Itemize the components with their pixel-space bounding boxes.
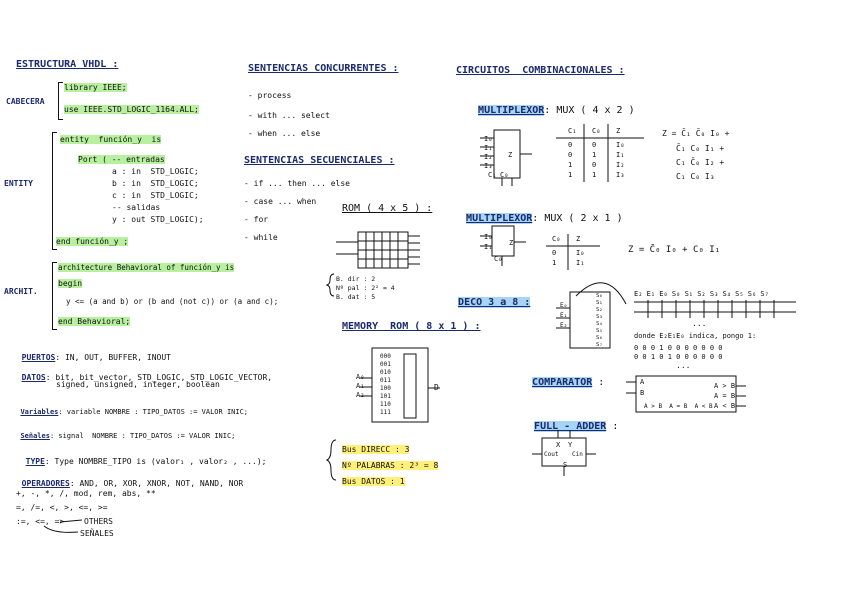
fa-x: X <box>556 441 561 449</box>
mux4-table-cell: I₂ <box>616 161 625 169</box>
variables-text: : variable NOMBRE : TIPO_DATOS := VALOR INIC; <box>58 408 249 416</box>
mux4-title: MULTIPLEXOR <box>478 105 545 116</box>
comparator-title: COMPARATOR <box>532 377 593 388</box>
operadores-line-4: :=, <=, => <box>16 517 65 526</box>
mux4-eq-1: Z = C̄₁ C̄₀ I₀ + <box>662 129 730 138</box>
comparator-box <box>636 376 736 412</box>
mux4-table-header: C₀ <box>592 127 601 135</box>
rom-note-2: Nº pal : 2² = 4 <box>336 284 395 292</box>
entity-line-6: -- salidas <box>112 203 161 212</box>
archit-line-2: begin <box>58 279 83 288</box>
mux2-equation: Z = C̄₀ I₀ + C₀ I₁ <box>628 245 721 255</box>
memrom-address: 000 <box>380 353 391 360</box>
deco-output: S₀ <box>596 293 603 299</box>
deco-title: DECO 3 a 8 : <box>458 297 531 308</box>
mux4-out: Z <box>508 151 513 159</box>
mux4-box <box>494 130 520 178</box>
comp-out-gt: A > B <box>714 382 736 390</box>
mux4-sub: : MUX ( 4 x 2 ) <box>544 105 635 116</box>
deco-output: S₇ <box>596 342 603 348</box>
entity-line-3: a : in STD_LOGIC; <box>112 167 199 176</box>
memrom-address: 010 <box>380 369 391 376</box>
comparator-heading: COMPARATOR : <box>532 377 605 388</box>
operadores-line-3: =, /=, <, >, <=, >= <box>16 503 108 512</box>
mux4-table-cell: 1 <box>568 161 573 169</box>
archit-line-1: architecture Behavioral of función_y is <box>58 263 235 272</box>
puertos-label: PUERTOS <box>21 353 56 362</box>
archit-line-4: end Behavioral; <box>58 317 131 326</box>
deco-row-1: 0 0 0 1 0 0 0 0 0 0 0 <box>634 344 723 352</box>
cabecera-line-1: library IEEE; <box>64 83 127 92</box>
deco-input: E₁ <box>560 312 568 319</box>
comp-in-a: A <box>640 378 645 386</box>
memrom-input-a1: A₁ <box>356 382 365 390</box>
puertos-text: : IN, OUT, BUFFER, INOUT <box>55 353 171 362</box>
mux4-table-cell: I₃ <box>616 171 625 179</box>
memory-rom-title: MEMORY ROM ( 8 x 1 ) : <box>342 321 481 332</box>
datos-text-2: signed, unsigned, integer, boolean <box>56 380 220 389</box>
sequential-title: SENTENCIAS SECUENCIALES : <box>244 155 395 166</box>
senales-label: Señales <box>20 432 50 440</box>
mux2-table-cell: 1 <box>552 259 557 267</box>
entity-line-4: b : in STD_LOGIC; <box>112 179 199 188</box>
comp-in-b: B <box>640 389 645 397</box>
memrom-address: 011 <box>380 377 391 384</box>
type-label: TYPE <box>25 457 45 466</box>
rom-note-1: B. dir : 2 <box>336 275 376 283</box>
fulladder-box <box>542 438 586 466</box>
archit-line-3: y <= (a and b) or (b and (not c)) or (a and c); <box>66 297 279 306</box>
memrom-address: 001 <box>380 361 391 368</box>
mux4-sel-0: C₀ <box>500 171 509 179</box>
entity-line-1: entity función_y is <box>60 135 162 144</box>
variables-label: Variables <box>20 408 59 416</box>
datos-text: : bit, bit_vector, STD_LOGIC, STD_LOGIC_VECTOR, <box>45 373 273 382</box>
fa-y: Y <box>568 441 573 449</box>
mux4-table-cell: 1 <box>592 171 597 179</box>
entity-line-2: Port ( -- entradas <box>78 155 165 164</box>
deco-input: E₀ <box>560 302 568 309</box>
fulladder-heading: FULL - ADDER : <box>534 421 619 432</box>
entity-line-7: y : out STD_LOGIC); <box>112 215 204 224</box>
memrom-output: D <box>434 383 439 392</box>
mux4-table-cell: 0 <box>568 151 573 159</box>
seq-item-3: - for <box>244 215 269 224</box>
combinational-title: CIRCUITOS COMBINACIONALES : <box>456 65 625 76</box>
entity-label: ENTITY <box>4 179 33 188</box>
mux4-table-cell: 0 <box>592 141 597 149</box>
mux2-table-header: Z <box>576 235 581 243</box>
comp-bottom: A > B A = B A < B <box>644 403 713 410</box>
cabecera-label: CABECERA <box>6 97 45 106</box>
operadores-text: : AND, OR, XOR, XNOR, NOT, NAND, NOR <box>69 479 244 488</box>
deco-header: E₂ E₁ E₀ S₀ S₁ S₂ S₃ S₄ S₅ S₆ S₇ <box>634 290 769 298</box>
operadores-label: OPERADORES <box>21 479 70 488</box>
mux2-table-header: C₀ <box>552 235 561 243</box>
deco-dots-2: ... <box>676 361 691 370</box>
conc-item-3: - when ... else <box>248 129 321 138</box>
mux4-in-2: I₂ <box>484 153 493 161</box>
deco-output: S₂ <box>596 307 603 313</box>
concurrent-title: SENTENCIAS CONCURRENTES : <box>248 63 399 74</box>
mux2-table-cell: I₀ <box>576 249 585 257</box>
deco-input: E₂ <box>560 322 568 329</box>
mux2-table-cell: 0 <box>552 249 557 257</box>
type-text: : Type NOMBRE_TIPO is (valor₁ , valor₂ , ...); <box>44 457 267 466</box>
entity-line-8: end función_y ; <box>56 237 129 246</box>
deco-output: S₁ <box>596 300 603 306</box>
cabecera-line-2: use IEEE.STD_LOGIC_1164.ALL; <box>64 105 199 114</box>
memrom-address: 101 <box>380 393 391 400</box>
deco-output: S₅ <box>596 328 603 334</box>
memrom-address: 110 <box>380 401 391 408</box>
memrom-input-a2: A₂ <box>356 391 365 399</box>
deco-box <box>570 292 610 348</box>
datos-label: DATOS <box>21 373 46 382</box>
mux4-table-cell: 0 <box>592 161 597 169</box>
mux2-title: MULTIPLEXOR <box>466 213 533 224</box>
mux2-box <box>492 226 514 256</box>
mux4-table-cell: I₀ <box>616 141 625 149</box>
seq-item-2: - case ... when <box>244 197 317 206</box>
mux4-in-1: I₁ <box>484 144 493 152</box>
mux4-table-cell: 1 <box>568 171 573 179</box>
mux4-table-cell: I₁ <box>616 151 625 159</box>
mux4-table-header: C₁ <box>568 127 577 135</box>
mux2-table-cell: I₁ <box>576 259 585 267</box>
deco-output: S₃ <box>596 314 603 320</box>
mux2-sel: C₀ <box>494 255 503 263</box>
deco-dots: ... <box>692 319 707 328</box>
operadores-line-2: +, -, *, /, mod, rem, abs, ** <box>16 489 156 498</box>
archit-label: ARCHIT. <box>4 287 38 296</box>
mux4-eq-4: C₁ C₀ I₃ <box>676 172 715 181</box>
comp-out-eq: A = B <box>714 392 736 400</box>
mux2-in-0: I₀ <box>484 233 493 241</box>
memrom-box <box>372 348 428 422</box>
memrom-address: 100 <box>380 385 391 392</box>
memrom-note-2: Nº PALABRAS : 2³ = 8 <box>342 461 439 470</box>
mux4-table-cell: 0 <box>568 141 573 149</box>
comp-out-lt: A < B <box>714 402 736 410</box>
operadores-others: OTHERS <box>84 517 113 526</box>
fa-s: S <box>563 461 568 469</box>
conc-item-2: - with ... select <box>248 111 330 120</box>
fa-cout: Cout <box>544 451 559 458</box>
seq-item-1: - if ... then ... else <box>244 179 350 188</box>
vhdl-structure-title: ESTRUCTURA VHDL : <box>16 59 119 70</box>
senales-text: : signal NOMBRE : TIPO_DATOS := VALOR INIC; <box>49 432 236 440</box>
mux2-out: Z <box>509 239 514 247</box>
mux4-eq-2: C̄₁ C₀ I₁ + <box>676 144 725 153</box>
memrom-note-1: Bus DIRECC : 3 <box>342 445 410 454</box>
mux4-table-header: Z <box>616 127 621 135</box>
operadores-senales: SEÑALES <box>80 529 114 538</box>
entity-line-5: c : in STD_LOGIC; <box>112 191 199 200</box>
deco-output: S₆ <box>596 335 603 341</box>
rom-title: ROM ( 4 x 5 ) : <box>342 203 433 214</box>
deco-row-2: 0 0 1 0 1 0 0 0 0 0 0 <box>634 353 723 361</box>
memrom-address: 111 <box>380 409 391 416</box>
mux2-in-1: I₁ <box>484 243 493 251</box>
memrom-note-3: Bus DATOS : 1 <box>342 477 405 486</box>
fulladder-title: FULL - ADDER <box>534 421 607 432</box>
mux2-sub: : MUX ( 2 x 1 ) <box>532 213 623 224</box>
mux4-in-3: I₃ <box>484 162 493 170</box>
rom-note-3: B. dat : 5 <box>336 293 376 301</box>
deco-note: donde E₂E₁E₀ indica, pongo 1: <box>634 332 757 340</box>
mux4-eq-3: C₁ C̄₀ I₂ + <box>676 158 725 167</box>
memrom-input-a0: A₀ <box>356 373 365 381</box>
fa-cin: Cin <box>572 451 583 458</box>
conc-item-1: - process <box>248 91 292 100</box>
mux4-in-0: I₀ <box>484 135 493 143</box>
mux4-sel-1: C₁ <box>488 171 497 179</box>
seq-item-4: - while <box>244 233 278 242</box>
mux4-table-cell: 1 <box>592 151 597 159</box>
deco-output: S₄ <box>596 321 603 327</box>
